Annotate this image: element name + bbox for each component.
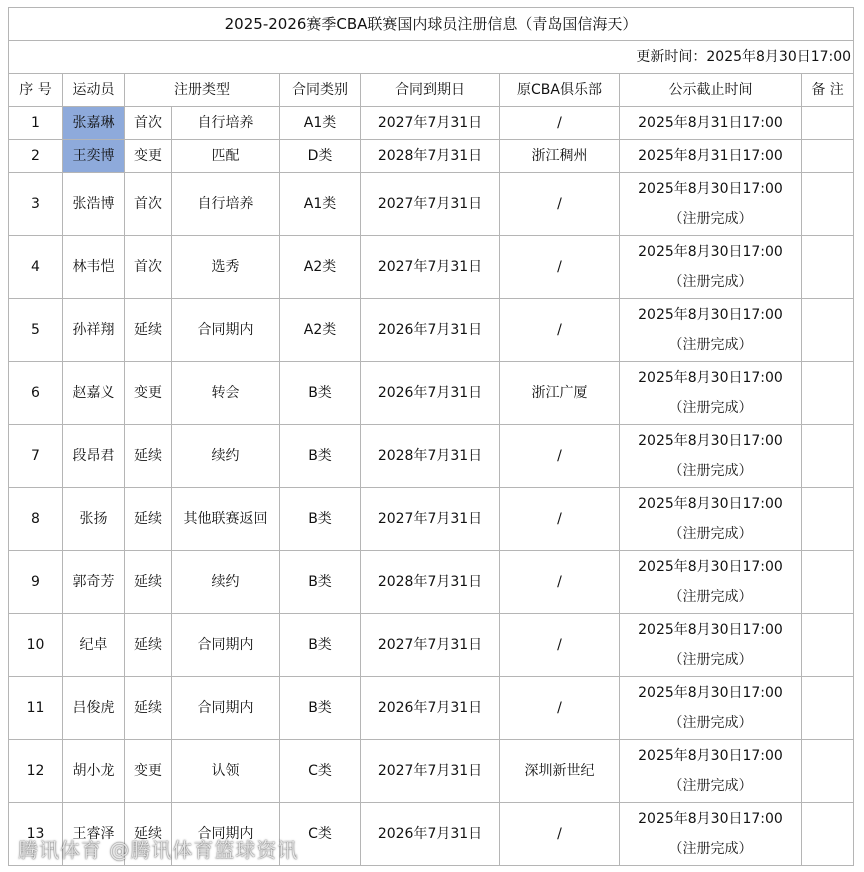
table-row xyxy=(9,140,854,173)
cell-contract-end: 2027年7月31日 xyxy=(361,236,500,299)
cell-index: 1 xyxy=(9,107,63,140)
header-reg-type: 注册类型 xyxy=(125,74,280,107)
cell-contract-class: B类 xyxy=(280,677,361,740)
cell-contract-class: A1类 xyxy=(280,173,361,236)
table-row xyxy=(9,425,854,488)
cell-former-club: / xyxy=(500,614,620,677)
header-former-club: 原CBA俱乐部 xyxy=(500,74,620,107)
cell-reg-type: 自行培养 xyxy=(172,173,280,236)
deadline-time: 2025年8月30日17:00 xyxy=(638,244,783,260)
registration-status: （注册完成） xyxy=(668,400,753,416)
cell-reg-type: 其他联赛返回 xyxy=(172,488,280,551)
cell-contract-class: B类 xyxy=(280,488,361,551)
cell-contract-class: B类 xyxy=(280,362,361,425)
table-row xyxy=(9,614,854,677)
cell-contract-end: 2027年7月31日 xyxy=(361,614,500,677)
cell-remarks xyxy=(802,173,854,236)
cell-contract-end: 2028年7月31日 xyxy=(361,551,500,614)
registration-status: （注册完成） xyxy=(668,526,753,542)
cell-deadline xyxy=(620,173,802,236)
deadline-time: 2025年8月30日17:00 xyxy=(638,685,783,701)
cell-remarks xyxy=(802,236,854,299)
deadline-time: 2025年8月30日17:00 xyxy=(638,433,783,449)
cell-former-club: 浙江稠州 xyxy=(500,140,620,173)
cell-remarks xyxy=(802,677,854,740)
registration-status: （注册完成） xyxy=(668,589,753,605)
deadline-time: 2025年8月30日17:00 xyxy=(638,181,783,197)
cell-contract-class: D类 xyxy=(280,140,361,173)
cell-deadline xyxy=(620,107,802,140)
cell-contract-end: 2028年7月31日 xyxy=(361,140,500,173)
cell-deadline xyxy=(620,488,802,551)
cell-player: 吕俊虎 xyxy=(63,677,125,740)
cell-contract-end: 2026年7月31日 xyxy=(361,299,500,362)
registration-status: （注册完成） xyxy=(668,778,753,794)
cell-reg-kind: 首次 xyxy=(125,236,172,299)
cell-contract-end: 2028年7月31日 xyxy=(361,425,500,488)
cell-deadline xyxy=(620,740,802,803)
cell-former-club: / xyxy=(500,488,620,551)
deadline-time: 2025年8月30日17:00 xyxy=(638,496,783,512)
cell-former-club: / xyxy=(500,299,620,362)
header-remarks: 备 注 xyxy=(802,74,854,107)
cell-player: 张浩博 xyxy=(63,173,125,236)
cell-contract-end: 2027年7月31日 xyxy=(361,173,500,236)
cell-reg-kind: 变更 xyxy=(125,362,172,425)
cell-contract-end: 2027年7月31日 xyxy=(361,740,500,803)
cell-player: 王睿泽 xyxy=(63,803,125,866)
table-row xyxy=(9,677,854,740)
cell-index: 12 xyxy=(9,740,63,803)
cell-former-club: / xyxy=(500,677,620,740)
cell-reg-type: 选秀 xyxy=(172,236,280,299)
cell-reg-type: 合同期内 xyxy=(172,677,280,740)
cell-reg-kind: 首次 xyxy=(125,107,172,140)
cell-index: 9 xyxy=(9,551,63,614)
cell-player: 胡小龙 xyxy=(63,740,125,803)
cell-reg-type: 续约 xyxy=(172,551,280,614)
cell-former-club: 深圳新世纪 xyxy=(500,740,620,803)
cell-reg-type: 合同期内 xyxy=(172,614,280,677)
cell-player: 郭奇芳 xyxy=(63,551,125,614)
cell-player: 张扬 xyxy=(63,488,125,551)
cell-remarks xyxy=(802,488,854,551)
cell-reg-kind: 延续 xyxy=(125,299,172,362)
cell-reg-kind: 延续 xyxy=(125,677,172,740)
cell-contract-class: C类 xyxy=(280,803,361,866)
cell-index: 8 xyxy=(9,488,63,551)
registration-status: （注册完成） xyxy=(668,652,753,668)
cell-deadline xyxy=(620,677,802,740)
cell-reg-kind: 延续 xyxy=(125,488,172,551)
table-title: 2025-2026赛季CBA联赛国内球员注册信息（青岛国信海天） xyxy=(9,8,854,41)
cell-former-club: / xyxy=(500,236,620,299)
cell-deadline xyxy=(620,236,802,299)
header-index: 序 号 xyxy=(9,74,63,107)
deadline-time: 2025年8月30日17:00 xyxy=(638,370,783,386)
cell-player: 林韦恺 xyxy=(63,236,125,299)
table-row xyxy=(9,551,854,614)
cell-player: 王奕博 xyxy=(63,140,125,173)
cell-reg-kind: 变更 xyxy=(125,740,172,803)
registration-status: （注册完成） xyxy=(668,841,753,857)
cell-deadline xyxy=(620,362,802,425)
header-notice-deadline: 公示截止时间 xyxy=(620,74,802,107)
cell-reg-type: 续约 xyxy=(172,425,280,488)
registration-status: （注册完成） xyxy=(668,274,753,290)
registration-status: （注册完成） xyxy=(668,715,753,731)
cell-remarks xyxy=(802,425,854,488)
cell-remarks xyxy=(802,107,854,140)
cell-player: 纪卓 xyxy=(63,614,125,677)
header-player: 运动员 xyxy=(63,74,125,107)
cell-remarks xyxy=(802,140,854,173)
cell-deadline xyxy=(620,551,802,614)
cell-index: 5 xyxy=(9,299,63,362)
cell-remarks xyxy=(802,299,854,362)
cell-deadline xyxy=(620,425,802,488)
cell-reg-type: 合同期内 xyxy=(172,803,280,866)
cell-reg-kind: 延续 xyxy=(125,425,172,488)
cell-reg-type: 匹配 xyxy=(172,140,280,173)
cell-former-club: / xyxy=(500,173,620,236)
cell-contract-end: 2026年7月31日 xyxy=(361,677,500,740)
deadline-time: 2025年8月30日17:00 xyxy=(638,811,783,827)
registration-table xyxy=(8,7,854,866)
cell-former-club: / xyxy=(500,425,620,488)
cell-index: 11 xyxy=(9,677,63,740)
header-contract-class: 合同类别 xyxy=(280,74,361,107)
cell-contract-class: B类 xyxy=(280,425,361,488)
cell-remarks xyxy=(802,551,854,614)
cell-contract-class: B类 xyxy=(280,614,361,677)
cell-reg-type: 转会 xyxy=(172,362,280,425)
cell-reg-kind: 延续 xyxy=(125,614,172,677)
cell-deadline xyxy=(620,803,802,866)
cell-remarks xyxy=(802,740,854,803)
table-row xyxy=(9,740,854,803)
cell-contract-class: C类 xyxy=(280,740,361,803)
cell-deadline xyxy=(620,140,802,173)
cell-reg-kind: 延续 xyxy=(125,803,172,866)
cell-index: 3 xyxy=(9,173,63,236)
cell-reg-type: 合同期内 xyxy=(172,299,280,362)
cell-index: 6 xyxy=(9,362,63,425)
cell-contract-end: 2026年7月31日 xyxy=(361,803,500,866)
cell-contract-end: 2026年7月31日 xyxy=(361,362,500,425)
cell-contract-class: A2类 xyxy=(280,236,361,299)
cell-reg-kind: 延续 xyxy=(125,551,172,614)
cell-contract-class: A1类 xyxy=(280,107,361,140)
watermark: 腾讯体育 @腾讯体育篮球资讯 xyxy=(18,838,299,862)
table-row xyxy=(9,107,854,140)
deadline-time: 2025年8月30日17:00 xyxy=(638,559,783,575)
cell-index: 7 xyxy=(9,425,63,488)
cell-former-club: / xyxy=(500,551,620,614)
deadline-time: 2025年8月30日17:00 xyxy=(638,307,783,323)
table-row xyxy=(9,362,854,425)
cell-remarks xyxy=(802,614,854,677)
table-row xyxy=(9,173,854,236)
registration-status: （注册完成） xyxy=(668,463,753,479)
cell-reg-kind: 首次 xyxy=(125,173,172,236)
cell-index: 4 xyxy=(9,236,63,299)
cell-contract-end: 2027年7月31日 xyxy=(361,488,500,551)
cell-player: 孙祥翔 xyxy=(63,299,125,362)
registration-status: （注册完成） xyxy=(668,211,753,227)
cell-remarks xyxy=(802,803,854,866)
cell-contract-class: A2类 xyxy=(280,299,361,362)
cell-contract-end: 2027年7月31日 xyxy=(361,107,500,140)
cell-player: 张嘉琳 xyxy=(63,107,125,140)
header-contract-end: 合同到期日 xyxy=(361,74,500,107)
cell-reg-type: 自行培养 xyxy=(172,107,280,140)
cell-index: 13 xyxy=(9,803,63,866)
cell-index: 10 xyxy=(9,614,63,677)
cell-former-club: / xyxy=(500,107,620,140)
deadline-time: 2025年8月30日17:00 xyxy=(638,622,783,638)
cell-deadline xyxy=(620,614,802,677)
cell-contract-class: B类 xyxy=(280,551,361,614)
cell-player: 段昂君 xyxy=(63,425,125,488)
cell-index: 2 xyxy=(9,140,63,173)
cell-former-club: / xyxy=(500,803,620,866)
deadline-time: 2025年8月31日17:00 xyxy=(638,148,783,164)
header-row xyxy=(9,74,854,107)
deadline-time: 2025年8月30日17:00 xyxy=(638,748,783,764)
cell-reg-type: 认领 xyxy=(172,740,280,803)
registration-status: （注册完成） xyxy=(668,337,753,353)
cell-deadline xyxy=(620,299,802,362)
cell-former-club: 浙江广厦 xyxy=(500,362,620,425)
cell-player: 赵嘉义 xyxy=(63,362,125,425)
cell-remarks xyxy=(802,362,854,425)
cell-reg-kind: 变更 xyxy=(125,140,172,173)
table-row xyxy=(9,236,854,299)
table-row xyxy=(9,299,854,362)
update-time: 更新时间：2025年8月30日17:00 xyxy=(9,41,854,74)
deadline-time: 2025年8月31日17:00 xyxy=(638,115,783,131)
table-row xyxy=(9,488,854,551)
